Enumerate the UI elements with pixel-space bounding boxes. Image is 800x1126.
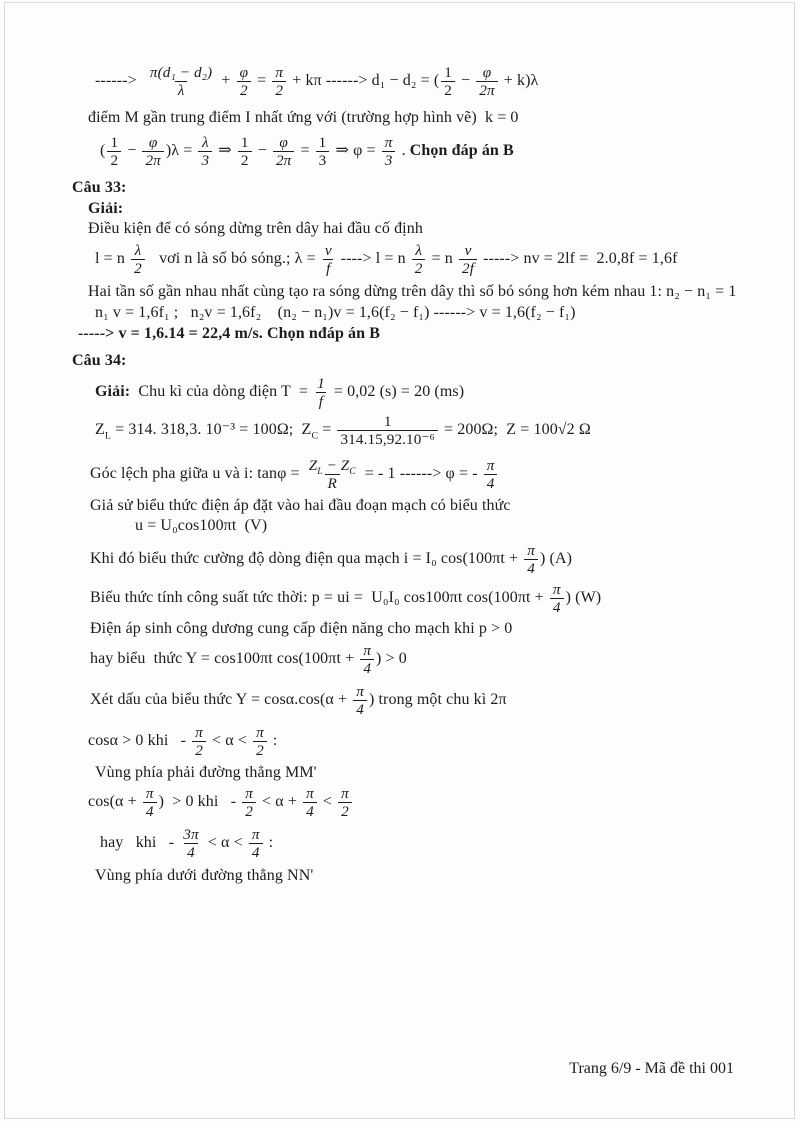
- fraction: $\frac{\lambda}{2}$: [412, 242, 426, 277]
- fraction: $\frac{v}{f}$: [324, 242, 332, 278]
- fraction: $\frac{\pi}{4}$: [249, 826, 263, 861]
- text-line: điểm M gần trung điểm I nhất ứng với (trường hợp hình vẽ) k = 0: [88, 109, 519, 127]
- fraction: $\frac{Z_L - Z_C}{R}$: [308, 456, 356, 492]
- text-line: ------> $\frac{\text{π(d₁ − d₂)}}{\lambda}$ + $\frac{\varphi}{2}$ = $\frac{\pi}{2}$ + kπ ------> d₁ − d₂ = ( $\frac{1}{2}$ − $\frac{\varphi}{2\pi}$ + k)λ: [95, 64, 539, 100]
- fraction: $\frac{\pi}{3}$: [382, 134, 396, 169]
- bold-text: Chọn đáp án B: [409, 142, 514, 160]
- fraction: $\frac{\pi}{4}$: [524, 542, 538, 577]
- text-line: Câu 34:: [72, 351, 127, 369]
- text-line: Giải: Chu kì của dòng điện T = $\frac{1}{f}$ = 0,02 (s) = 20 (ms): [95, 375, 465, 411]
- fraction: $\frac{\pi}{4}$: [353, 683, 367, 718]
- text-line: n₁ v = 1,6f₁ ; n₂v = 1,6f₂ (n₂ − n₁)v = 1,6(f₂ − f₁) ------> v = 1,6(f₂ − f₁): [95, 304, 576, 322]
- text-line: cosα > 0 khi - $\frac{\pi}{2}$ < α < $\frac{\pi}{2}$ :: [88, 724, 278, 760]
- fraction: $\frac{1}{2}$: [107, 134, 121, 169]
- text-line: Giả sử biểu thức điện áp đặt vào hai đầu đoạn mạch có biểu thức: [90, 496, 511, 514]
- fraction: $\frac{1}{3}$: [316, 134, 330, 169]
- text-line: l = n $\frac{\lambda}{2}$ vơi n là số bó sóng.; λ = $\frac{v}{f}$ ----> l = n $\frac{\lambda}{2}$ = n $\frac{v}{2f}$ -----> nv = 2lf = 2.0,8f = 1,6f: [95, 242, 678, 278]
- text-line: Điều kiện để có sóng dừng trên dây hai đầu cố định: [88, 220, 423, 238]
- fraction: $\frac{\lambda}{2}$: [131, 242, 145, 277]
- text-line: -----> v = 1,6.14 = 22,4 m/s. Chọn nđáp án B: [78, 324, 381, 342]
- text-line: Câu 33:: [72, 178, 127, 196]
- fraction: $\frac{1}{f}$: [317, 375, 325, 411]
- text-line: Khi đó biểu thức cường độ dòng điện qua mạch i = I₀ cos(100πt + $\frac{\pi}{4}$ ) (A): [90, 542, 573, 578]
- text-line: Xét dấu của biểu thức Y = cosα.cos(α + $\frac{\pi}{4}$ ) trong một chu kì 2π: [90, 683, 507, 719]
- fraction: $\frac{\varphi}{2\pi}$: [142, 134, 163, 169]
- text-line: Hai tần số gần nhau nhất cùng tạo ra sóng dừng trên dây thì số bó sóng hơn kém nhau 1: n₂ − n₁ = 1: [88, 283, 737, 301]
- fraction: $\frac{\pi}{4}$: [550, 581, 564, 616]
- fraction: $\frac{1}{2}$: [441, 64, 455, 99]
- fraction: $\frac{\varphi}{2\pi}$: [273, 134, 294, 169]
- fraction: $\frac{\pi}{2}$: [338, 785, 352, 820]
- fraction: $\frac{\pi}{4}$: [360, 642, 374, 677]
- text-line: hay khi - $\frac{3\pi}{4}$ < α < $\frac{\pi}{4}$ :: [100, 825, 274, 861]
- page-footer: Trang 6/9 - Mã đề thi 001: [569, 1060, 734, 1077]
- fraction: $\frac{\varphi}{2\pi}$: [476, 64, 497, 99]
- fraction: $\frac{\pi}{2}$: [192, 724, 206, 759]
- text-line: Biểu thức tính công suất tức thời: p = ui = U₀I₀ cos100πt cos(100πt + $\frac{\pi}{4}$ ) (W): [90, 581, 602, 617]
- text-line: $Z_L = 314$. 318,3. 10⁻³ = 100Ω; $Z_C$ = $\frac{1}{\text{314.15,92.10⁻⁶}}$ = 200Ω; Z = 100√2 Ω: [95, 412, 591, 448]
- fraction: $\frac{1}{2}$: [238, 134, 252, 169]
- fraction: $\frac{1}{\text{314.15,92.10⁻⁶}}$: [337, 413, 437, 448]
- text-line: cos(α + $\frac{\pi}{4}$ ) > 0 khi - $\frac{\pi}{2}$ < α + $\frac{\pi}{4}$ < $\frac{\pi}{2}$: [0, 785, 800, 820]
- fraction: $\frac{v}{2f}$: [459, 242, 477, 277]
- bold-text: Giải:: [95, 383, 131, 401]
- fraction: $\frac{\pi}{2}$: [253, 724, 267, 759]
- fraction: $\frac{\text{π(d₁ − d₂)}}{\lambda}$: [149, 64, 213, 100]
- document-body: [0, 64, 800, 887]
- text-line: ( $\frac{1}{2}$ − $\frac{\varphi}{2\pi}$ )λ = $\frac{\lambda}{3}$ ⇒ $\frac{1}{2}$ − $\frac{\varphi}{2\pi}$ = $\frac{1}{3}$ ⇒ φ = $\frac{\pi}{3}$ . Chọn đáp án B: [100, 133, 514, 169]
- text-line: Vùng phía dưới đường thẳng NN': [95, 866, 314, 884]
- fraction: $\frac{\pi}{2}$: [272, 64, 286, 99]
- fraction: $\frac{\pi}{4}$: [484, 457, 498, 492]
- fraction: $\frac{\pi}{2}$: [242, 785, 256, 820]
- fraction: $\frac{\varphi}{2}$: [237, 64, 252, 99]
- text-line: Vùng phía phải đường thẳng MM': [95, 764, 317, 782]
- text-line: Góc lệch pha giữa u và i: tanφ = $\frac{Z_L - Z_C}{R}$ = - 1 ------> φ = - $\frac{\pi}{4}$: [0, 457, 800, 492]
- fraction: $\frac{\pi}{4}$: [143, 785, 157, 820]
- text-line: Giải:: [88, 199, 124, 217]
- text-line: hay biểu thức Y = cos100πt cos(100πt + $\frac{\pi}{4}$ ) > 0: [90, 642, 407, 678]
- fraction: $\frac{\lambda}{3}$: [198, 134, 212, 169]
- fraction: $\frac{3\pi}{4}$: [183, 825, 199, 861]
- fraction: $\frac{\pi}{4}$: [303, 785, 317, 820]
- text-line: Điện áp sinh công dương cung cấp điện năng cho mạch khi p > 0: [90, 620, 513, 638]
- text-line: u = U₀cos100πt (V): [135, 517, 268, 535]
